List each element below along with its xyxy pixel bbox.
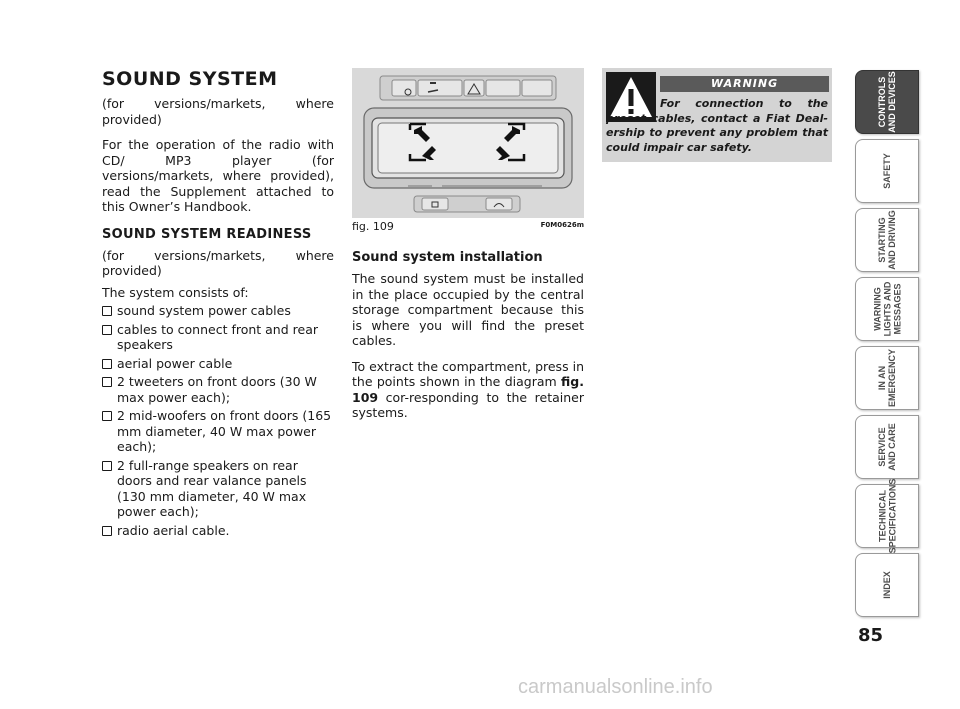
list-item: 2 full-range speakers on rear doors and rear valance panels (130 mm diameter, 40 W max power each); [102, 458, 334, 520]
list-item: radio aerial cable. [102, 523, 334, 539]
tab-warning-lights[interactable]: WARNING LIGHTS AND MESSAGES [855, 277, 919, 341]
extraction-paragraph: To extract the compartment, press in the points shown in the diagram fig. 109 cor-responding to the retainer systems. [352, 358, 584, 420]
checkbox-bullet-icon [102, 325, 112, 335]
checkbox-bullet-icon [102, 461, 112, 471]
list-item: 2 mid-woofers on front doors (165 mm diameter, 40 W max power each); [102, 408, 334, 455]
tab-technical-specifications[interactable]: TECHNICAL SPECIFICATIONS [855, 484, 919, 548]
middle-column [352, 68, 584, 431]
figure-caption: fig. 109 [352, 220, 394, 233]
dashboard-figure [352, 68, 584, 218]
availability-note: (for versions/markets, where provided) [102, 96, 334, 127]
readiness-availability-note: (for versions/markets, where provided) [102, 247, 334, 278]
figure-caption-row [352, 220, 584, 236]
checkbox-bullet-icon [102, 359, 112, 369]
list-item: cables to connect front and rear speakers [102, 322, 334, 353]
installation-heading: Sound system installation [352, 250, 543, 265]
left-column [102, 68, 334, 541]
checkbox-bullet-icon [102, 377, 112, 387]
checkbox-bullet-icon [102, 526, 112, 536]
tab-emergency[interactable]: IN AN EMERGENCY [855, 346, 919, 410]
readiness-heading: SOUND SYSTEM READINESS [102, 226, 312, 242]
tab-starting-and-driving[interactable]: STARTING AND DRIVING [855, 208, 919, 272]
installation-paragraph: The sound system must be installed in the place occupied by the central storage compartment because this is where you will find the preset cables. [352, 271, 584, 348]
tab-safety[interactable]: SAFETY [855, 139, 919, 203]
warning-text: For connection to the preset cables, contact a Fiat Deal-ership to prevent any problem that could impair car safety. [606, 97, 828, 154]
list-item: aerial power cable [102, 356, 334, 372]
console-illustration [352, 68, 584, 218]
page-number: 85 [858, 625, 884, 646]
figure-reference: fig. 109 [352, 374, 584, 405]
tab-service-and-care[interactable]: SERVICE AND CARE [855, 415, 919, 479]
warning-label: WARNING [660, 76, 829, 92]
tab-index[interactable]: INDEX [855, 553, 919, 617]
component-list [102, 303, 334, 538]
system-consists-label: The system consists of: [102, 284, 249, 300]
figure-code: F0M0626m [540, 221, 584, 229]
warning-box [602, 68, 832, 162]
page-title: SOUND SYSTEM [102, 68, 278, 90]
checkbox-bullet-icon [102, 306, 112, 316]
tab-controls-and-devices[interactable]: CONTROLS AND DEVICES [855, 70, 919, 134]
checkbox-bullet-icon [102, 411, 112, 421]
watermark: carmanualsonline.info [518, 676, 713, 698]
radio-supplement-paragraph: For the operation of the radio with CD/ MP3 player (for versions/markets, where provided), read the Supplement attached to this Owner’s Handbook. [102, 137, 334, 214]
list-item: 2 tweeters on front doors (30 W max power each); [102, 374, 334, 405]
list-item: sound system power cables [102, 303, 334, 319]
